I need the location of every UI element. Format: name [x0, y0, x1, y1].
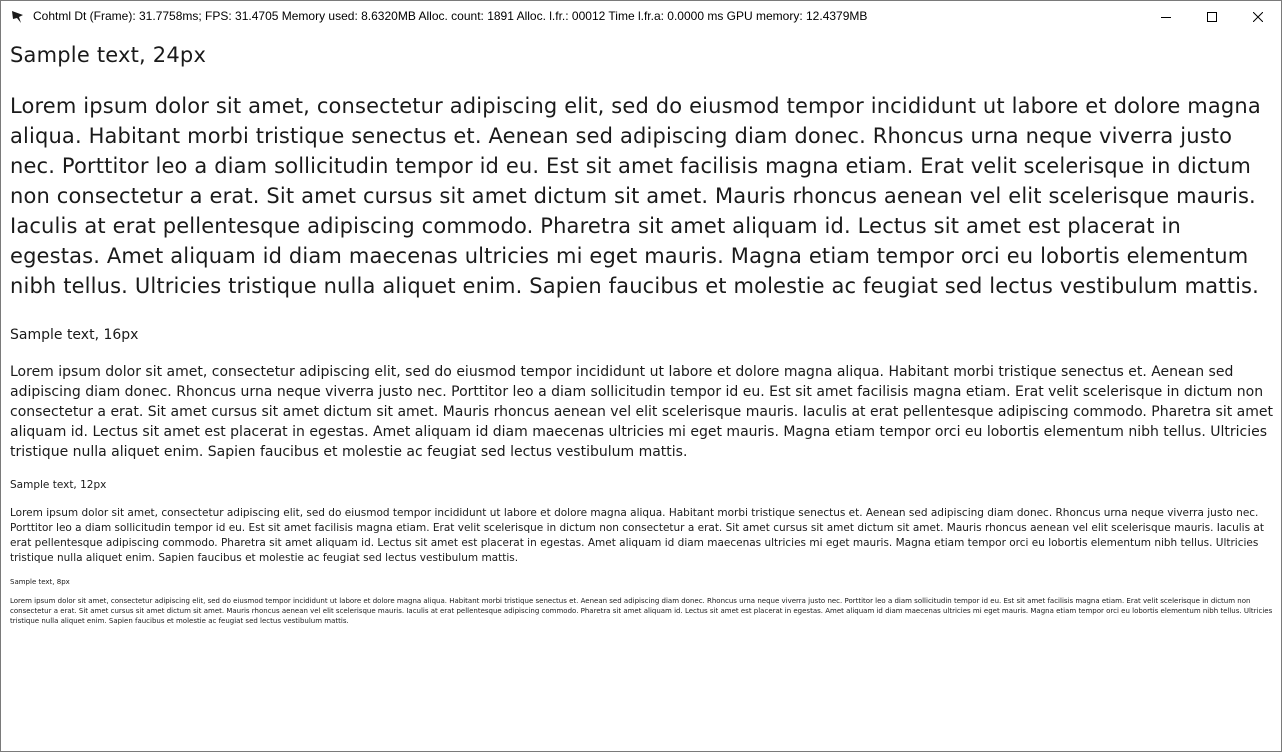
minimize-button[interactable]	[1143, 1, 1189, 31]
maximize-button[interactable]	[1189, 1, 1235, 31]
heading-24px: Sample text, 24px	[10, 43, 207, 67]
paragraph-24px: Lorem ipsum dolor sit amet, consectetur adipiscing elit, sed do eiusmod tempor incididunt ut labore et dolore magna aliqua. Habitant morbi tristique senectus et. Aenean sed adipiscing diam donec. Rhoncus urna neque viverra justo nec. Porttitor leo a diam sollicitudin tempor id eu. Est sit amet facilisis magna etiam. Erat velit scelerisque in dictum non consectetur a erat. Sit amet cursus sit amet dictum sit amet. Mauris rhoncus aenean vel elit scelerisque mauris. Iaculis at erat pellentesque adipiscing commodo. Pharetra sit amet aliquam id. Lectus sit amet est placerat in egestas. Amet aliquam id diam maecenas ultricies mi eget mauris. Magna etiam tempor orci eu lobortis elementum nibh tellus. Ultricies tristique nulla aliquet enim. Sapien faucibus et molestie ac feugiat sed lectus vestibulum mattis.	[10, 94, 1261, 298]
maximize-icon	[1207, 7, 1217, 26]
heading-12px: Sample text, 12px	[10, 479, 107, 491]
heading-8px: Sample text, 8px	[10, 578, 70, 586]
paragraph-8px: Lorem ipsum dolor sit amet, consectetur adipiscing elit, sed do eiusmod tempor incididunt ut labore et dolore magna aliqua. Habitant morbi tristique senectus et. Aenean sed adipiscing diam donec. Rhoncus urna neque viverra justo nec. Porttitor leo a diam sollicitudin tempor id eu. Est sit amet facilisis magna etiam. Erat velit scelerisque in dictum non consectetur a erat. Sit amet cursus sit amet dictum sit amet. Mauris rhoncus aenean vel elit scelerisque mauris. Iaculis at erat pellentesque adipiscing commodo. Pharetra sit amet aliquam id. Lectus sit amet est placerat in egestas. Amet aliquam id diam maecenas ultricies mi eget mauris. Magna etiam tempor orci eu lobortis elementum nibh tellus. Ultricies tristique nulla aliquet enim. Sapien faucibus et molestie ac feugiat sed lectus vestibulum mattis.	[10, 597, 1273, 625]
content-area	[1, 41, 1281, 626]
minimize-icon	[1161, 7, 1171, 26]
window-controls	[1143, 1, 1281, 31]
close-button[interactable]	[1235, 1, 1281, 31]
app-logo-icon	[11, 9, 25, 23]
heading-16px: Sample text, 16px	[10, 327, 139, 343]
window-title: Cohtml Dt (Frame): 31.7758ms; FPS: 31.4705 Memory used: 8.6320MB Alloc. count: 1891 Alloc. l.fr.: 00012 Time l.fr.a: 0.0000 ms GPU memory: 12.4379MB	[33, 9, 868, 23]
title-bar[interactable]	[1, 1, 1281, 31]
paragraph-16px: Lorem ipsum dolor sit amet, consectetur adipiscing elit, sed do eiusmod tempor incididunt ut labore et dolore magna aliqua. Habitant morbi tristique senectus et. Aenean sed adipiscing diam donec. Rhoncus urna neque viverra justo nec. Porttitor leo a diam sollicitudin tempor id eu. Est sit amet facilisis magna etiam. Erat velit scelerisque in dictum non consectetur a erat. Sit amet cursus sit amet dictum sit amet. Mauris rhoncus aenean vel elit scelerisque mauris. Iaculis at erat pellentesque adipiscing commodo. Pharetra sit amet aliquam id. Lectus sit amet est placerat in egestas. Amet aliquam id diam maecenas ultricies mi eget mauris. Magna etiam tempor orci eu lobortis elementum nibh tellus. Ultricies tristique nulla aliquet enim. Sapien faucibus et molestie ac feugiat sed lectus vestibulum mattis.	[10, 364, 1273, 460]
paragraph-12px: Lorem ipsum dolor sit amet, consectetur adipiscing elit, sed do eiusmod tempor incididunt ut labore et dolore magna aliqua. Habitant morbi tristique senectus et. Aenean sed adipiscing diam donec. Rhoncus urna neque viverra justo nec. Porttitor leo a diam sollicitudin tempor id eu. Est sit amet facilisis magna etiam. Erat velit scelerisque in dictum non consectetur a erat. Sit amet cursus sit amet dictum sit amet. Mauris rhoncus aenean vel elit scelerisque mauris. Iaculis at erat pellentesque adipiscing commodo. Pharetra sit amet aliquam id. Lectus sit amet est placerat in egestas. Amet aliquam id diam maecenas ultricies mi eget mauris. Magna etiam tempor orci eu lobortis elementum nibh tellus. Ultricies tristique nulla aliquet enim. Sapien faucibus et molestie ac feugiat sed lectus vestibulum mattis.	[10, 507, 1264, 564]
close-icon	[1253, 7, 1263, 26]
